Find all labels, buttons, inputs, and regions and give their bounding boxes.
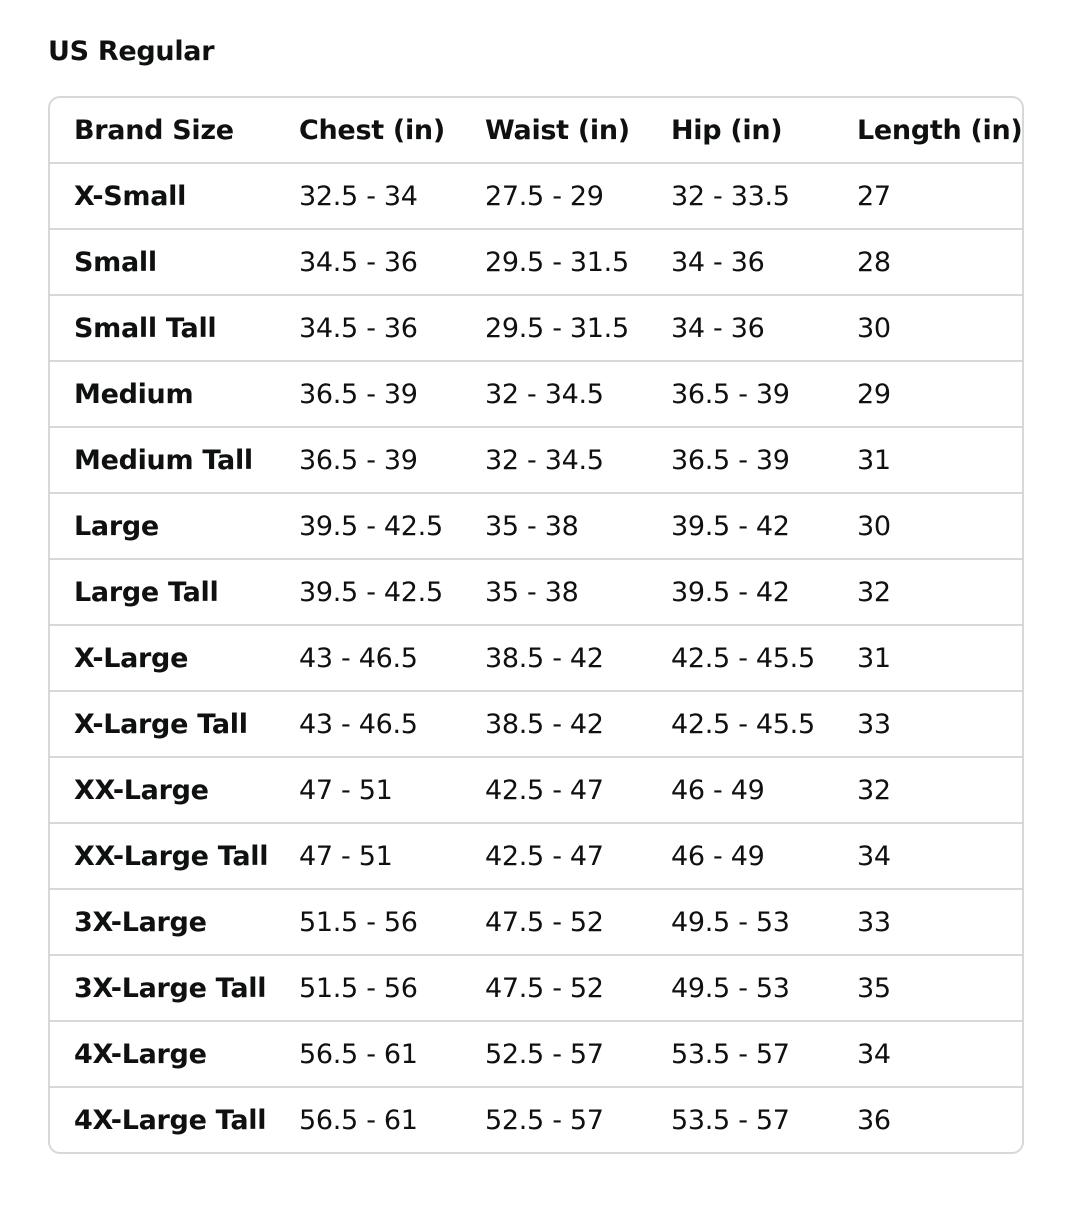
table-row [50,295,1022,361]
chest-cell: 32.5 - 34 [275,163,461,229]
table-row [50,361,1022,427]
chest-cell: 43 - 46.5 [275,625,461,691]
waist-cell: 32 - 34.5 [461,361,647,427]
brand-size-cell: Small [50,229,275,295]
table-row [50,625,1022,691]
chest-cell: 36.5 - 39 [275,361,461,427]
hip-cell: 34 - 36 [647,295,833,361]
waist-cell: 27.5 - 29 [461,163,647,229]
hip-cell: 32 - 33.5 [647,163,833,229]
chest-cell: 39.5 - 42.5 [275,559,461,625]
waist-cell: 38.5 - 42 [461,691,647,757]
length-cell: 29 [833,361,1022,427]
chest-cell: 51.5 - 56 [275,889,461,955]
header-brand-size: Brand Size [50,98,275,163]
brand-size-cell: Medium [50,361,275,427]
table-row [50,427,1022,493]
header-row [50,98,1022,163]
length-cell: 32 [833,757,1022,823]
table-row [50,757,1022,823]
length-cell: 32 [833,559,1022,625]
waist-cell: 32 - 34.5 [461,427,647,493]
length-cell: 30 [833,295,1022,361]
waist-cell: 52.5 - 57 [485,1104,604,1136]
brand-size-cell: Large [50,493,275,559]
header-chest: Chest (in) [275,98,461,163]
waist-cell: 42.5 - 47 [461,823,647,889]
brand-size-cell: X-Large Tall [50,691,275,757]
chest-cell: 51.5 - 56 [275,955,461,1021]
chest-cell: 43 - 46.5 [275,691,461,757]
chest-cell: 56.5 - 61 [299,1104,418,1136]
chest-cell: 39.5 - 42.5 [275,493,461,559]
hip-cell: 39.5 - 42 [647,493,833,559]
hip-cell: 36.5 - 39 [647,427,833,493]
brand-size-cell: X-Large [50,625,275,691]
table-row [50,493,1022,559]
brand-size-cell: X-Small [50,163,275,229]
waist-cell: 47.5 - 52 [461,955,647,1021]
chest-cell: 36.5 - 39 [275,427,461,493]
chest-cell: 47 - 51 [275,757,461,823]
length-cell: 31 [833,625,1022,691]
length-cell: 27 [833,163,1022,229]
hip-cell: 42.5 - 45.5 [647,691,833,757]
length-cell: 33 [833,691,1022,757]
hip-cell: 53.5 - 57 [671,1104,790,1136]
chest-cell: 34.5 - 36 [275,295,461,361]
length-cell: 34 [833,823,1022,889]
header-length: Length (in) [833,98,1022,163]
brand-size-cell: 4X-Large [50,1021,275,1087]
size-chart-table-container [48,96,1024,1154]
length-cell: 34 [833,1021,1022,1087]
size-chart-header [50,98,1022,163]
waist-cell: 47.5 - 52 [461,889,647,955]
waist-cell: 52.5 - 57 [461,1021,647,1087]
brand-size-cell: Large Tall [50,559,275,625]
length-cell: 28 [833,229,1022,295]
chest-cell: 56.5 - 61 [275,1021,461,1087]
chest-cell: 47 - 51 [275,823,461,889]
brand-size-cell: 3X-Large [50,889,275,955]
table-row [50,559,1022,625]
table-row [50,889,1022,955]
table-row [50,691,1022,757]
hip-cell: 39.5 - 42 [647,559,833,625]
hip-cell: 36.5 - 39 [647,361,833,427]
size-chart-body [50,163,1022,1152]
brand-size-cell: XX-Large [50,757,275,823]
hip-cell: 53.5 - 57 [647,1021,833,1087]
table-row [50,1021,1022,1087]
waist-cell: 35 - 38 [461,493,647,559]
table-row [50,955,1022,1021]
table-row [50,229,1022,295]
length-cell: 30 [833,493,1022,559]
brand-size-cell: 3X-Large Tall [50,955,275,1021]
waist-cell: 38.5 - 42 [461,625,647,691]
size-chart-title: US Regular [48,36,215,67]
brand-size-cell: XX-Large Tall [50,823,275,889]
waist-cell: 29.5 - 31.5 [461,229,647,295]
hip-cell: 42.5 - 45.5 [647,625,833,691]
length-cell: 36 [857,1104,891,1136]
length-cell: 35 [833,955,1022,1021]
waist-cell: 42.5 - 47 [461,757,647,823]
hip-cell: 46 - 49 [647,757,833,823]
header-hip: Hip (in) [647,98,833,163]
size-chart-table [50,98,1022,1152]
brand-size-cell: Small Tall [50,295,275,361]
table-row [50,1087,1022,1152]
length-cell: 33 [833,889,1022,955]
hip-cell: 46 - 49 [647,823,833,889]
table-row [50,823,1022,889]
length-cell: 31 [833,427,1022,493]
hip-cell: 49.5 - 53 [647,955,833,1021]
brand-size-cell: 4X-Large Tall [74,1104,267,1136]
waist-cell: 29.5 - 31.5 [461,295,647,361]
hip-cell: 49.5 - 53 [647,889,833,955]
header-waist: Waist (in) [461,98,647,163]
table-row [50,163,1022,229]
brand-size-cell: Medium Tall [50,427,275,493]
chest-cell: 34.5 - 36 [275,229,461,295]
hip-cell: 34 - 36 [647,229,833,295]
waist-cell: 35 - 38 [461,559,647,625]
